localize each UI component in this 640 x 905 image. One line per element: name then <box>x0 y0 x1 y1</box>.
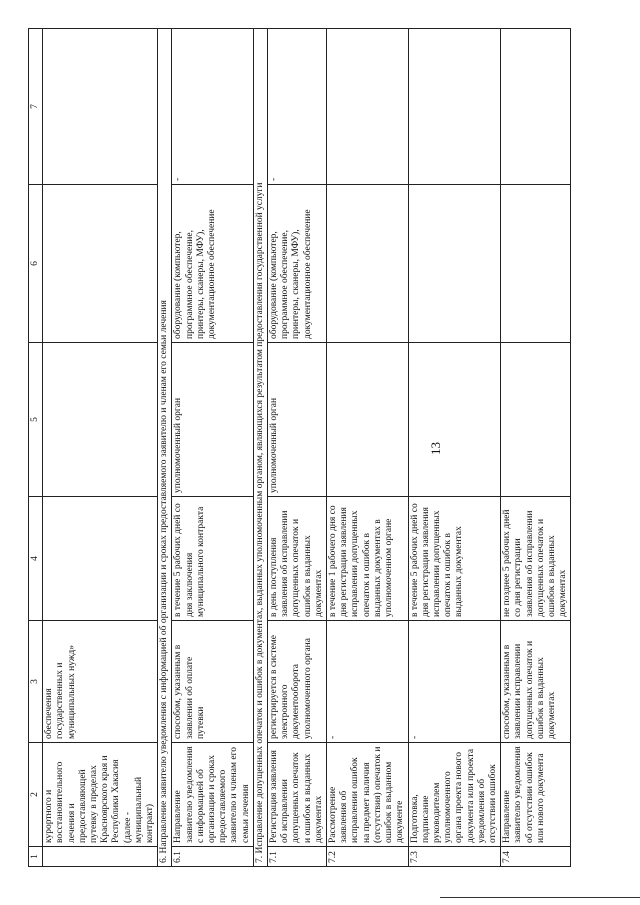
row-number-cell: 7.4 <box>501 847 571 867</box>
table-row <box>408 29 501 867</box>
table-row <box>268 29 327 867</box>
table-cell <box>501 343 571 497</box>
scan-edge-line <box>440 897 640 898</box>
table-cell: способом, указанным в заявлении исправлении допущенных опечаток и ошибок в выданных документах <box>501 621 571 743</box>
header-cell: 4 <box>29 497 43 621</box>
table-cell <box>501 29 571 185</box>
table-cell: в день поступления заявления об исправлении допущенных опечаток и ошибок в выданных документах <box>268 497 327 621</box>
table-cell: обеспечения государственных и муниципальных нужд» <box>43 621 158 743</box>
header-row <box>29 29 43 867</box>
table-row <box>327 29 408 867</box>
table-cell: Подготовка, подписание руководителем уполномоченного органа проекта нового документа или проекта уведомления об отсутствии ошибок <box>408 743 501 847</box>
table-cell <box>327 185 408 343</box>
table-body <box>43 29 571 867</box>
table-cell: уполномоченный орган <box>268 343 327 497</box>
section-title: 7. Исправление допущенных опечаток и ошибок в документах, выданных уполномоченным органом, являющихся результатом предоставления государственной услуги <box>253 29 267 867</box>
section-row <box>158 29 172 867</box>
section-row <box>253 29 267 867</box>
header-cell: 7 <box>29 29 43 185</box>
header-cell: 2 <box>29 743 43 847</box>
header-cell: 3 <box>29 621 43 743</box>
table-cell: курортного и восстановительного лечения и предоставляющей путевку в пределах Красноярского края и Республики Хакасия (далее - муниципальный контракт) <box>43 743 158 847</box>
table-row <box>501 29 571 867</box>
row-number-cell: 7.3 <box>408 847 501 867</box>
procedure-table <box>28 28 571 867</box>
row-number-cell: 7.1 <box>268 847 327 867</box>
table-cell: регистрируется в системе электронного документооборота уполномоченного органа <box>268 621 327 743</box>
table-cell: уполномоченный орган <box>172 343 253 497</box>
table-cell <box>408 29 501 185</box>
table-cell: Направление заявителю уведомления с информацией об организации и сроках предоставляемого заявителю и членам его семьи лечения <box>172 743 253 847</box>
table-cell <box>327 29 408 185</box>
table-cell: Регистрация заявления об исправлении допущенных опечаток и ошибок в выданных документах <box>268 743 327 847</box>
table-cell <box>501 185 571 343</box>
table-cell: - <box>408 621 501 743</box>
table-cell: оборудование (компьютер, программное обеспечение, принтеры, сканеры, МФУ), документационное обеспечение <box>268 185 327 343</box>
table-cell: в течение 5 рабочих дней со дня регистрации заявления исправлении допущенных опечаток и ошибок в выданных документах <box>408 497 501 621</box>
table-cell <box>43 497 158 621</box>
table-cell: не позднее 5 рабочих дней со дня регистрации заявления об исправлении допущенных опечаток и ошибок в выданных документах <box>501 497 571 621</box>
page-number: 13 <box>428 442 443 455</box>
row-number-cell: 7.2 <box>327 847 408 867</box>
rotated-page <box>0 5 640 895</box>
table-cell <box>43 185 158 343</box>
table-cell <box>43 29 158 185</box>
table-cell: - <box>172 29 253 185</box>
table-cell <box>327 343 408 497</box>
table-cell: - <box>327 621 408 743</box>
table-cell: в течение 1 рабочего дня со дня регистрации заявления исправлении допущенных опечаток и ошибок в выданных документах в уполномоченном органе <box>327 497 408 621</box>
table-cell: - <box>268 29 327 185</box>
table-cell: в течение 5 рабочих дней со дня заключения муниципального контракта <box>172 497 253 621</box>
header-cell: 6 <box>29 185 43 343</box>
table-row <box>43 29 158 867</box>
header-cell: 5 <box>29 343 43 497</box>
table-cell <box>408 343 501 497</box>
table-cell: оборудование (компьютер, программное обеспечение, принтеры, сканеры, МФУ), документационное обеспечение <box>172 185 253 343</box>
section-title: 6. Направление заявителю уведомления с информацией об организации и сроках предоставляемого заявителю и членам его семьи лечения <box>158 29 172 867</box>
row-number-cell <box>43 847 158 867</box>
header-cell: 1 <box>29 847 43 867</box>
table-cell <box>43 343 158 497</box>
table-cell: Направление заявителю уведомления об отсутствии ошибок или нового документа <box>501 743 571 847</box>
table-cell <box>408 185 501 343</box>
table-cell: Рассмотрение заявления об исправлении ошибок на предмет наличия (отсутствия) опечаток и ошибок в выданном документе <box>327 743 408 847</box>
table-row <box>172 29 253 867</box>
row-number-cell: 6.1 <box>172 847 253 867</box>
table-cell: способом, указанным в заявлении об оплате путевки <box>172 621 253 743</box>
